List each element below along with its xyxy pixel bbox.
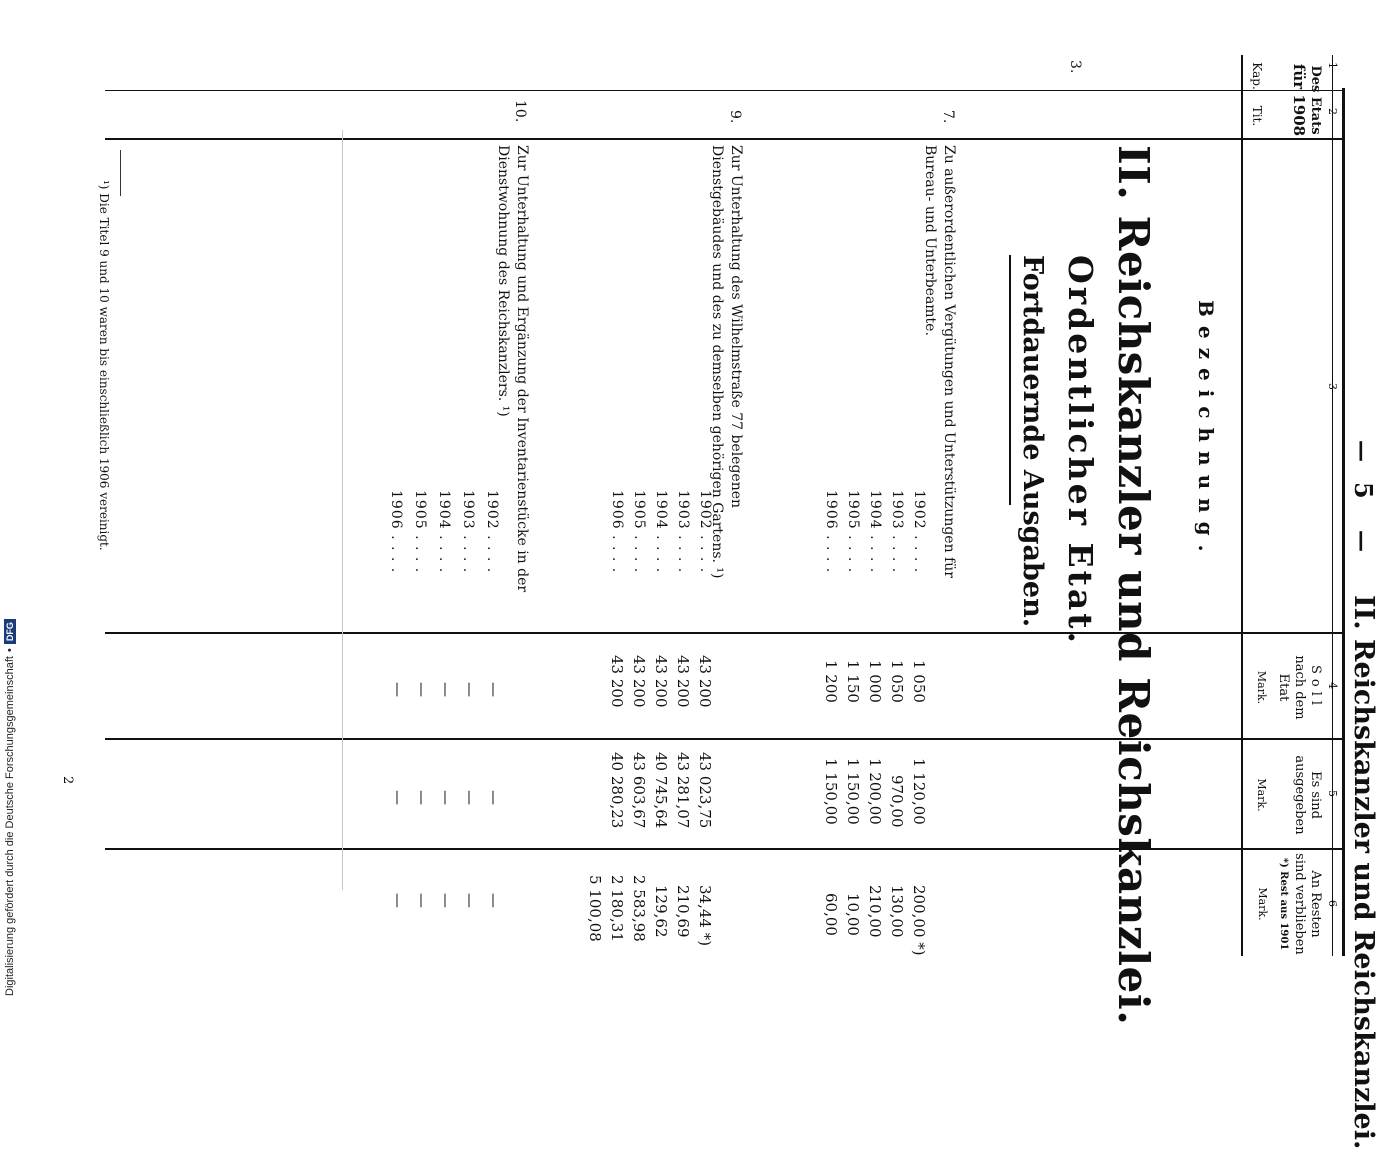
table-cell-ausgegeben: 970,00 — [888, 775, 906, 828]
table-row-year: 1902 . . . . — [911, 490, 927, 574]
tit-header: Tit. — [1250, 105, 1264, 127]
table-cell-ausgegeben: 43 023,75 — [696, 752, 714, 829]
table-cell-ausgegeben: 1 150,00 — [822, 758, 840, 825]
running-head: II. Reichskanzler und Reichskanzlei. — [1348, 595, 1379, 1149]
table-cell-soll: 1 050 — [888, 660, 906, 703]
header-dash-right: — — [1349, 530, 1375, 552]
subtitle-underline — [1009, 255, 1011, 505]
table-cell-ausgegeben: — — [389, 790, 407, 805]
table-cell-soll: 43 200 — [630, 655, 648, 708]
table-cell-soll: — — [413, 682, 431, 697]
table-cell-soll: — — [461, 682, 479, 697]
table-cell-soll: 43 200 — [674, 655, 692, 708]
etat-header: Des Etats für 1908 — [1290, 63, 1323, 137]
header-dash-left: — — [1349, 440, 1375, 462]
table-row-year: 1903 . . . . — [889, 490, 905, 574]
reste-header: An Resten sind verblieben *) Rest aus 1901 Mark. — [1256, 853, 1323, 955]
table-cell-soll: — — [389, 682, 407, 697]
table-row-year: 1904 . . . . — [867, 490, 883, 574]
table-cell-ausgegeben: — — [437, 790, 455, 805]
footnote: ¹) Die Titel 9 und 10 waren bis einschließlich 1906 vereinigt. — [97, 180, 111, 551]
item-10-text: Zur Unterhaltung und Ergänzung der Inventarienstücke in der Dienstwohnung des Reichskanzlers. ¹) — [495, 145, 530, 593]
table-row-year: 1904 . . . . — [653, 490, 669, 574]
ausgegeben-header: Es sind ausgegeben Mark. — [1255, 755, 1323, 835]
table-row-year: 1905 . . . . — [845, 490, 861, 574]
soll-header: Soll nach dem Etat Mark. — [1255, 655, 1323, 720]
item-7-text: Zu außerordentlichen Vergütungen und Unterstützungen für Bureau- und Unterbeamte. — [922, 145, 957, 578]
col-divider-bez — [105, 632, 1345, 634]
table-cell-ausgegeben: 40 280,23 — [608, 752, 626, 829]
table-cell-ausgegeben: — — [461, 790, 479, 805]
table-cell-reste: — — [389, 893, 407, 908]
colnum-1: 1 — [1326, 62, 1339, 69]
table-cell-reste: 129,62 — [652, 885, 670, 938]
table-row-year: 1906 . . . . — [823, 490, 839, 574]
table-cell-ausgegeben: — — [413, 790, 431, 805]
table-cell-soll: 43 200 — [608, 655, 626, 708]
table-cell-reste: 60,00 — [822, 893, 840, 936]
table-row-year: 1906 . . . . — [609, 490, 625, 574]
scan-guide-line — [342, 130, 343, 890]
table-cell-reste: 130,00 — [888, 885, 906, 938]
colnum-2: 2 — [1326, 108, 1339, 115]
table-cell-reste: 200,00 *) — [910, 885, 928, 956]
subtitle-fortdauernde-ausgaben: Fortdauernde Ausgaben. — [1017, 255, 1048, 628]
table-row-year: 1905 . . . . — [631, 490, 647, 574]
colnum-3: 3 — [1326, 383, 1339, 390]
table-cell-ausgegeben: 40 745,64 — [652, 752, 670, 829]
table-cell-ausgegeben: 1 200,00 — [866, 758, 884, 825]
table-cell-reste: 5 100,08 — [586, 875, 604, 942]
dfg-logo: DFG — [4, 619, 16, 644]
table-cell-reste: 2 180,31 — [608, 875, 626, 942]
table-cell-reste: 34,44 *) — [696, 885, 714, 947]
table-cell-soll: — — [485, 682, 503, 697]
section-title: II. Reichskanzler und Reichskanzlei. — [1109, 145, 1158, 1026]
kapitel-number: 3. — [1067, 60, 1083, 74]
table-cell-soll: 1 050 — [910, 660, 928, 703]
table-cell-reste: — — [437, 893, 455, 908]
table-cell-reste: — — [485, 893, 503, 908]
table-row-year: 1905 . . . . — [412, 490, 428, 574]
table-cell-ausgegeben: 1 150,00 — [844, 758, 862, 825]
subtitle-ordentlicher-etat: Ordentlicher Etat. — [1061, 255, 1100, 646]
item-10-titel: 10. — [512, 100, 528, 123]
table-top-rule — [1342, 88, 1345, 956]
kap-header: Kap. — [1250, 62, 1264, 90]
digitization-credit: Digitalisierung gefördert durch die Deutsche Forschungsgemeinschaft • DFG — [4, 619, 16, 996]
table-cell-soll: 1 200 — [822, 660, 840, 703]
table-row-year: 1902 . . . . — [697, 490, 713, 574]
item-7-titel: 7. — [940, 110, 956, 124]
col-divider-tit — [105, 138, 1345, 140]
colnum-5: 5 — [1326, 790, 1339, 797]
table-cell-soll: 1 150 — [844, 660, 862, 703]
table-cell-reste: 10,00 — [844, 893, 862, 936]
table-cell-ausgegeben: 1 120,00 — [910, 758, 928, 825]
col-divider-ausg — [105, 848, 1345, 850]
table-cell-ausgegeben: — — [485, 790, 503, 805]
table-cell-soll: — — [437, 682, 455, 697]
table-cell-reste: — — [461, 893, 479, 908]
table-cell-reste: — — [413, 893, 431, 908]
col-divider-soll — [105, 738, 1345, 740]
item-9-text: Zur Unterhaltung des Wilhelmstraße 77 belegenen Dienstgebäudes und des zu demselben gehörigen Gartens. ¹) — [709, 145, 744, 579]
printer-signature: 2 — [60, 776, 75, 785]
page-number: 5 — [1349, 482, 1378, 499]
colnum-rule — [1332, 55, 1333, 956]
item-9-titel: 9. — [727, 110, 743, 124]
header-bottom-rule — [1241, 55, 1243, 956]
table-cell-ausgegeben: 43 603,67 — [630, 752, 648, 829]
table-cell-soll: 43 200 — [652, 655, 670, 708]
table-cell-reste: 2 583,98 — [630, 875, 648, 942]
table-cell-reste: 210,69 — [674, 885, 692, 938]
table-row-year: 1902 . . . . — [484, 490, 500, 574]
colnum-6: 6 — [1326, 900, 1339, 907]
bezeichnung-header: Bezeichnung. — [1194, 300, 1218, 561]
table-cell-soll: 43 200 — [696, 655, 714, 708]
table-cell-reste: 210,00 — [866, 885, 884, 938]
table-row-year: 1904 . . . . — [436, 490, 452, 574]
table-row-year: 1903 . . . . — [460, 490, 476, 574]
table-row-year: 1903 . . . . — [675, 490, 691, 574]
col-divider-kap — [105, 90, 1345, 91]
table-cell-soll: 1 000 — [866, 660, 884, 703]
footnote-rule — [120, 150, 121, 196]
table-cell-ausgegeben: 43 281,07 — [674, 752, 692, 829]
credit-text: Digitalisierung gefördert durch die Deutsche Forschungsgemeinschaft — [4, 656, 16, 996]
table-row-year: 1906 . . . . — [388, 490, 404, 574]
colnum-4: 4 — [1326, 682, 1339, 689]
